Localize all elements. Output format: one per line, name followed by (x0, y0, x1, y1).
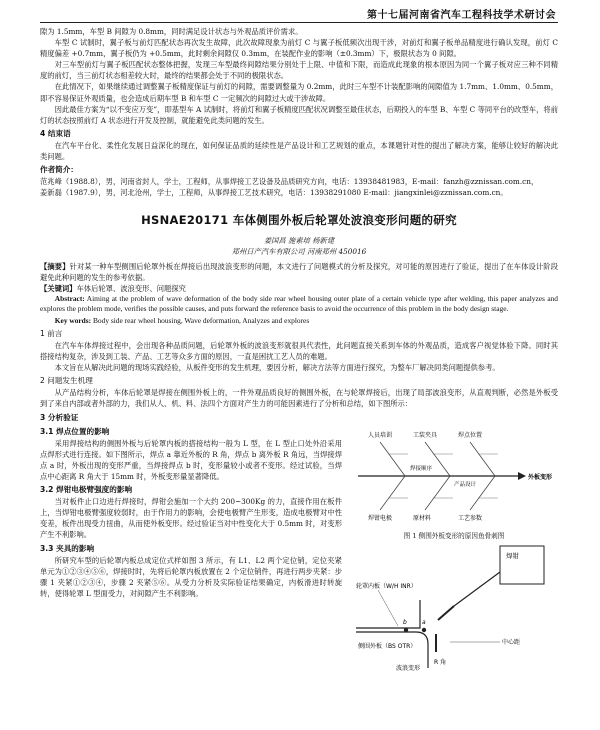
outer-panel-label: 侧围外板（BS OTR） (358, 642, 417, 650)
subsection-heading: 3.1 焊点位置的影响 (40, 426, 110, 436)
inner-panel-shape (356, 600, 420, 628)
body-paragraph: 当对板件止口边进行焊接时，焊钳会施加一个大约 200~300Kg 的力，直接作用在板件上，当焊钳电极臂强度较弱时，由于作用力的影响，会使电极臂产生形变，造成电极臂对中性变差，板件出现受力扭曲，从而使外板变形。经过验证当对中性变化大于 0.5mm 时，对变形产生不利影响。 (40, 497, 342, 540)
fishbone-label: 原材料 (413, 514, 432, 522)
fishbone-label: 焊钳电极 (368, 514, 393, 522)
body-paragraph: 采用焊接结构的侧围外板与后轮罩内板的搭接结构一般为 L 型，在 L 型止口处外沿采用点焊形式进行连接。如下图所示，焊点 a 靠近外板的 R 角，焊点 b 离外板 R 角远，当焊接焊点 a 时，外板出现的变形严重，当焊接焊点 b 时，变形量较小或者不变形。经过试验，当焊点中心距离 R 角大于 15mm 时，外板变形量显著降低。 (40, 438, 342, 481)
fishbone-diagram (350, 424, 556, 528)
author-bio-heading: 作者简介： (40, 165, 78, 175)
prev-paragraph: 在此情况下，如果继续通过调整翼子板精度保证与前灯的间隙，需要调整量为 0.2mm，此时三车型不计装配影响的间隙值为 1.7mm、1.0mm、0.5mm，即不容易保证外观质量，也会造成后期车型 B 和车型 C 一定频次的间隙过大或干涉故障。 (40, 82, 558, 103)
right-column (350, 424, 558, 677)
section-heading: 3 分析验证 (40, 412, 79, 422)
abstract-en-label: Abstract: (54, 293, 85, 303)
body-paragraph: 在汽车车体焊接过程中，会出现各种品质问题，后轮罩外板的波浪变形就很具代表性，此问题直接关系到车体的外观品质，造成客户视觉体验下降。同时其搭接结构复杂，涉及到工装、产品、工艺等众多方面的原因，一直是困扰工艺人员的难题。 (40, 340, 558, 362)
keywords-en (40, 315, 558, 326)
fishbone-effect-label: 外板变形 (528, 473, 553, 481)
fishbone-bone (380, 476, 405, 510)
two-column-area (40, 424, 558, 677)
wave-deformation-label: 波浪变形 (396, 664, 421, 672)
author-bio: 范兆峰（1988.8），男，河南省封人，学士，工程师，从事焊接工艺设备及品质研究方向，电话：13938481983，E-mail：fanzh@zznissan.com.cn， (40, 177, 539, 187)
weld-gun-arm (454, 572, 500, 606)
abstract-en (40, 294, 558, 315)
prev-paragraph: 因此最佳方案为“以不变应万变”，即基型车 A 试制时，将前灯和翼子板精度匹配状况调整至最佳状态，后期投入的车型 B、车型 C 等同平台的改型车，将前灯的状态按照前灯 A 状态进行开发及控制，就能避免此类问题的发生。 (40, 104, 558, 125)
keywords-text: 车体后轮罩、波浪变形、问题探究 (76, 283, 186, 293)
fishbone-bone (380, 442, 405, 476)
prev-paragraph: 隙为 1.5mm，车型 B 间隙为 0.8mm，同时满足设计状态与外观品质评价需求。 (40, 27, 303, 36)
outer-panel-shape (356, 632, 428, 668)
fishbone-label: 人员培训 (368, 431, 393, 439)
conclusion-heading: 4 结束语 (40, 128, 71, 138)
header-rule (40, 22, 558, 23)
figure1-caption: 图 1 侧围外板变形的原因鱼骨刺图 (403, 531, 505, 540)
fishbone-label: 焊点位置 (458, 431, 483, 439)
page-content (40, 26, 558, 677)
weld-point-a (422, 628, 426, 632)
keywords-label: 【关键词】 (40, 283, 77, 293)
prev-paragraph: 车型 C 试制时，翼子板与前灯匹配状态再次发生故障，此次故障现象为前灯 C 与翼子板低频次出现干涉，对前灯和翼子板单品精度进行确认发现，前灯 C 精度偏差 +0.7mm，翼子板仍为 +0.5mm，此时剩余间隙仅 0.3mm，在装配作业的影响（±0.3mm）下，极限状态为 0 间隙。 (40, 38, 558, 59)
fishbone-label: 工装夹具 (413, 431, 438, 439)
inner-panel-leader (378, 590, 398, 626)
body-paragraph: 所研究车型的后轮罩内板总成定位式样如图 3 所示，有 L1、L2 两个定位销，定位夹紧单元为①②③④⑤⑥，焊接时时，先将后轮罩内板放置在 2 个定位销件，再进行两步夹紧：步骤 1 夹紧①②③④，步骤 2 夹紧⑤⑥。从受力分析及实际验证结果确定，内板滑进时转旋转，使得轮罩 L 型面受力，对间隙产生不利影响。 (40, 555, 342, 598)
keywords-en-text: Body side rear wheel housing, Wave deformation, Analyzes and explores (93, 315, 310, 325)
running-head: 第十七届河南省汽车工程科技学术研讨会 (367, 10, 556, 21)
section-heading: 2 问题发生机理 (40, 376, 93, 386)
weld-gun-label: 焊钳 (506, 551, 519, 560)
fishbone-label: 工艺参数 (458, 514, 483, 522)
r-corner-label: R 角 (434, 658, 447, 666)
weld-point-b-label: b (403, 618, 407, 626)
abstract-label: 【摘要】 (40, 261, 70, 271)
article-title: HSNAE20171 车体侧围外板后轮罩处波浪变形问题的研究 (141, 213, 457, 228)
weld-section-diagram (350, 542, 556, 674)
body-paragraph: 本文旨在从解决此问题的现场实践经验，从板件变形的发生机理，要因分析，解决方法等方面进行探究，为整车厂解决同类问题提供参考。 (54, 363, 500, 373)
center-distance-label: 中心距 (502, 638, 521, 646)
author-bio: 姜新磊（1987.9），男，河北沧州，学士，工程师，从事焊接工艺技术研究，电话：13938291080 E-mail：jiangxinlei@zznissan.com.cn。 (40, 188, 508, 198)
weld-point-a-label: a (422, 618, 426, 626)
section-heading: 1 前言 (40, 328, 63, 338)
subsection-heading: 3.3 夹具的影响 (40, 543, 95, 553)
body-paragraph: 从产品结构分析，车体后轮罩是焊接在侧围外板上的，一件外观品质良好的侧围外板，在与轮罩焊接后，出现了局部波浪变形，从直观判断，必然是外板受到了来自内部或者外部的力，我们从人、机、料、法四个方面对产生力的可能因素进行了分析和总结，如下图所示： (40, 388, 558, 409)
abstract-en-text: Aiming at the problem of wave deformation of the body side rear wheel housing outer plate of a certain vehicle type after welding, this paper analyzes and explores the problem mode, verifies the possible causes, and puts forward the reference basis to avoid the occurrence of this problem in the body design stage. (40, 293, 558, 314)
keywords-en-label: Key words: (54, 315, 92, 325)
abstract (40, 261, 558, 283)
electrode-upper (438, 606, 454, 620)
fishbone-label: 产品设计 (454, 481, 477, 488)
article-affiliation: 郑州日产汽车有限公司 河南郑州 450016 (231, 246, 367, 256)
fishbone-label: 焊接顺序 (410, 465, 433, 472)
article-authors: 姜国昌 施素培 杨新建 (263, 235, 335, 245)
inner-panel-label: 轮罩内板（W/H INR） (356, 582, 417, 590)
keywords (40, 283, 558, 294)
prev-paragraph: 对三车型前灯与翼子板匹配状态整体把握，发现三车型最终间隙结果分别处于上限、中值和下限，而造成此现象的根本原因为同一个翼子板对应三种不同精度的前灯，当三前灯状态相差较大时，最终的结果都会处于不同的极限状态。 (40, 60, 558, 81)
left-column (40, 424, 342, 677)
conclusion-paragraph: 在汽车平台化、柔性化发展日益深化的现在，如何保证品质的延续性是产品设计和工艺规划的重点，本课题针对性的提出了解决方案，能够让较好的解决此类问题。 (40, 140, 558, 162)
fishbone-arrowhead (518, 472, 526, 480)
fishbone-bone (425, 476, 450, 510)
abstract-text: 针对某一种车型侧围后轮罩外板在焊接后出现波浪变形的问题，本文进行了问题模式的分析及探究，对可能的原因进行了验证，提出了在车体设计阶段避免此种问题的发生的参考依据。 (40, 261, 558, 282)
weld-point-b (404, 628, 408, 632)
subsection-heading: 3.2 焊钳电极臂强度的影响 (40, 485, 133, 495)
fishbone-bone (470, 442, 495, 476)
